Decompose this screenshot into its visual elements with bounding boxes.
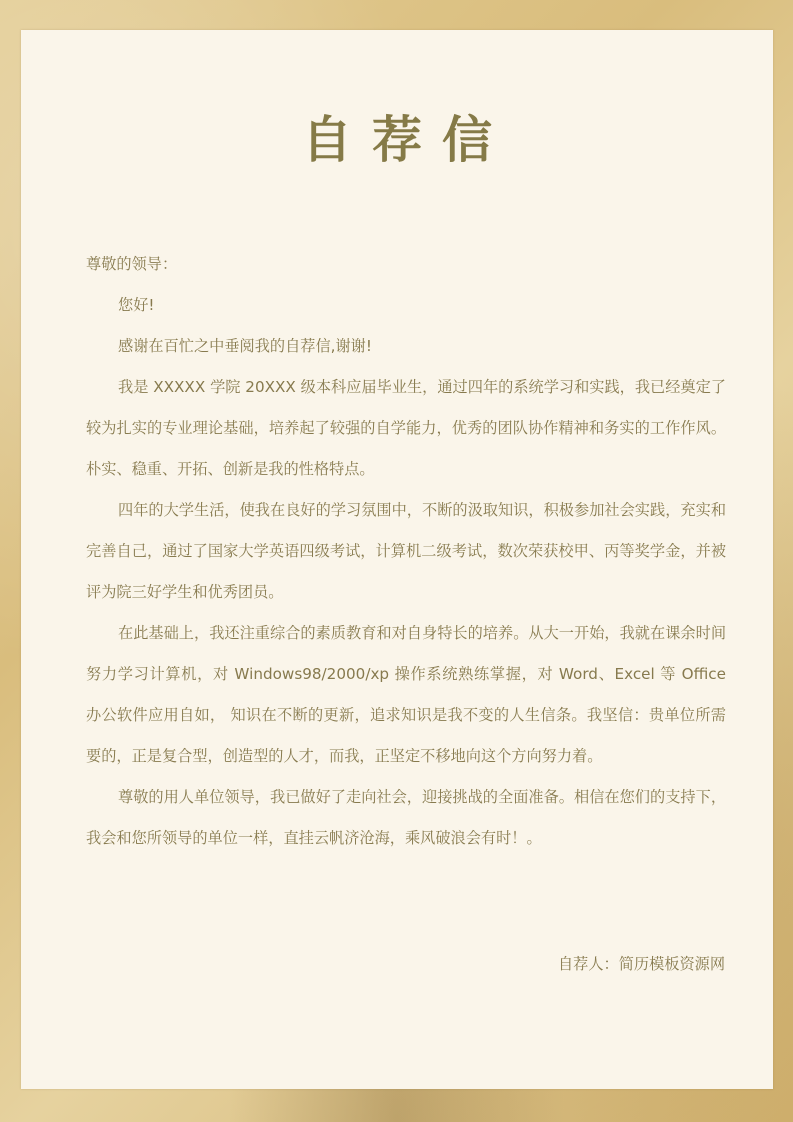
salutation: 尊敬的领导： (86, 255, 178, 273)
paragraph-college-life: 四年的大学生活，使我在良好的学习氛围中，不断的汲取知识，积极参加社会实践，充实和完善自己，通过了国家大学英语四级考试，计算机二级考试，数次荣获校甲、丙等奖学金，并被评为院三好学生和优秀团员。 (86, 501, 726, 601)
paragraph-skills: 在此基础上，我还注重综合的素质教育和对自身特长的培养。从大一开始，我就在课余时间努力学习计算机，对 Windows98/2000/xp 操作系统熟练掌握，对 Word、Excel 等 Office 办公软件应用自如， 知识在不断的更新，追求知识是我不变的人生信条。我坚信：贵单位所需要的，正是复合型，创造型的人才，而我，正坚定不移地向这个方向努力着。 (86, 624, 726, 765)
paragraph-introduction: 我是 XXXXX 学院 20XXX 级本科应届毕业生，通过四年的系统学习和实践，我已经奠定了较为扎实的专业理论基础，培养起了较强的自学能力，优秀的团队协作精神和务实的工作作风。朴实、稳重、开拓、创新是我的性格特点。 (86, 378, 726, 478)
signature: 自荐人：简历模板资源网 (557, 955, 725, 973)
paragraph-thanks: 感谢在百忙之中垂阅我的自荐信,谢谢! (118, 337, 372, 355)
paragraph-greeting: 您好! (118, 296, 155, 314)
letter-title: 自荐信 (302, 111, 512, 169)
letter-paper (21, 30, 773, 1089)
paragraph-closing: 尊敬的用人单位领导，我已做好了走向社会，迎接挑战的全面准备。相信在您们的支持下，我会和您所领导的单位一样，直挂云帆济沧海，乘风破浪会有时！。 (86, 788, 726, 847)
letter-body (86, 244, 726, 859)
